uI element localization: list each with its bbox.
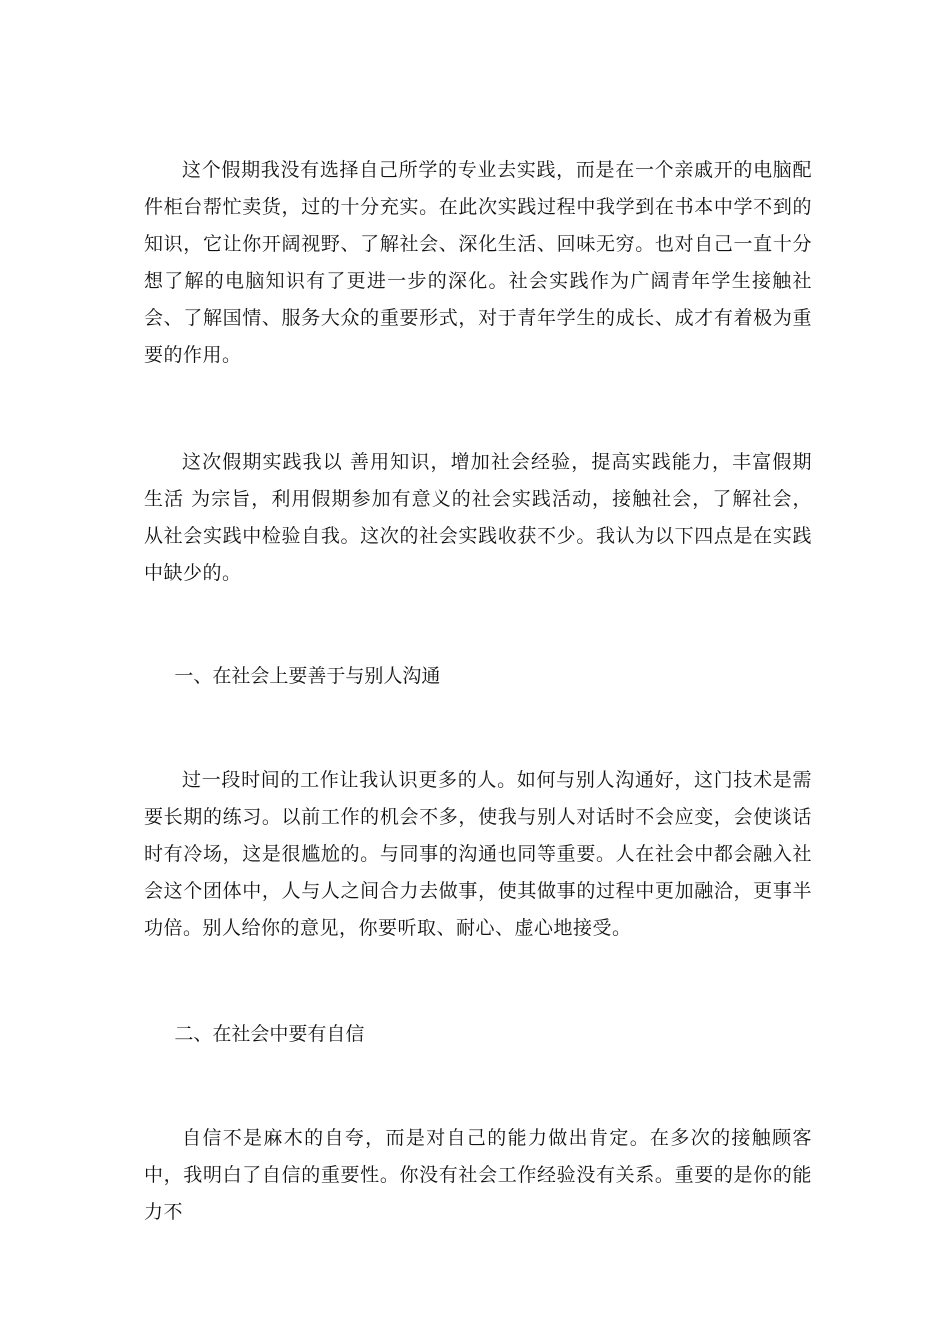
paragraph-confidence: 自信不是麻木的自夸，而是对自己的能力做出肯定。在多次的接触顾客中，我明白了自信的重要性。你没有社会工作经验没有关系。重要的是你的能力不 [144,1127,812,1223]
section-heading-communication: 一、在社会上要善于与别人沟通 [174,665,441,687]
paragraph-intro: 这个假期我没有选择自己所学的专业去实践，而是在一个亲戚开的电脑配件柜台帮忙卖货，过的十分充实。在此次实践过程中我学到在书本中学不到的知识，它让你开阔视野、了解社会、深化生活、回味无穷。也对自己一直十分想了解的电脑知识有了更进一步的深化。社会实践作为广阔青年学生接触社会、了解国情、服务大众的重要形式，对于青年学生的成长、成才有着极为重要的作用。 [144,159,812,366]
paragraph-communication: 过一段时间的工作让我认识更多的人。如何与别人沟通好，这门技术是需要长期的练习。以前工作的机会不多，使我与别人对话时不会应变，会使谈话时有冷场，这是很尴尬的。与同事的沟通也同等重要。人在社会中都会融入社会这个团体中，人与人之间合力去做事，使其做事的过程中更加融洽，更事半功倍。别人给你的意见，你要听取、耐心、虚心地接受。 [144,769,812,939]
section-heading-confidence: 二、在社会中要有自信 [174,1023,365,1045]
paragraph-purpose: 这次假期实践我以 善用知识，增加社会经验，提高实践能力，丰富假期生活 为宗旨，利用假期参加有意义的社会实践活动，接触社会，了解社会，从社会实践中检验自我。这次的社会实践收获不少。我认为以下四点是在实践中缺少的。 [144,451,812,584]
